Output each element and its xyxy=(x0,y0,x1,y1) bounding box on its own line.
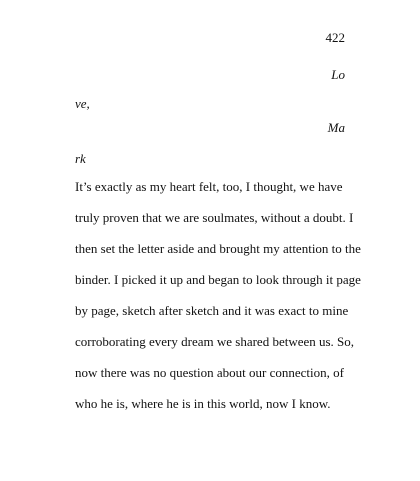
page-number: 422 xyxy=(325,30,345,45)
paragraph-line: corroborating every dream we shared between us. So, xyxy=(75,334,355,349)
body-paragraph xyxy=(75,171,375,419)
signature-fragment-ma: Ma xyxy=(327,120,345,135)
paragraph-line: It’s exactly as my heart felt, too, I thought, we have xyxy=(75,179,343,194)
closing-fragment-ve: ve, xyxy=(75,96,90,111)
paragraph-line: by page, sketch after sketch and it was exact to mine xyxy=(75,303,349,318)
closing-fragment-lo: Lo xyxy=(331,67,345,82)
signature-fragment-rk: rk xyxy=(75,151,86,166)
paragraph-line: truly proven that we are soulmates, without a doubt. I xyxy=(75,210,354,225)
paragraph-line: now there was no question about our connection, of xyxy=(75,365,344,380)
paragraph-line: who he is, where he is in this world, now I know. xyxy=(75,396,331,411)
paragraph-line: binder. I picked it up and began to look through it page xyxy=(75,272,361,287)
paragraph-line: then set the letter aside and brought my attention to the xyxy=(75,241,361,256)
